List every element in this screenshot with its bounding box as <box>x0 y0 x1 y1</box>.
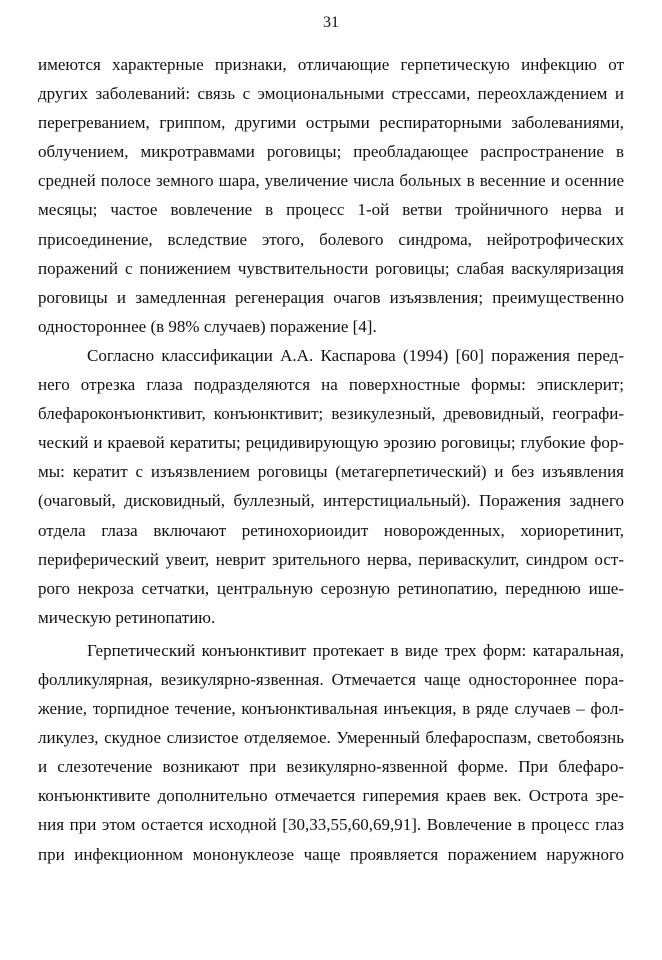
text-line: мы: кератит с изъязвлением роговицы (метагерпетический) и без изъявления <box>38 462 624 482</box>
text-line: средней полосе земного шара, увеличение числа больных в весенние и осенние <box>38 171 624 191</box>
paragraph-3 <box>38 636 624 869</box>
text-line: конъюнктивите дополнительно отмечается гиперемия краев век. Острота зре- <box>38 786 624 806</box>
paragraph-2 <box>38 341 624 632</box>
text-line: поражений с понижением чувствительности роговицы; слабая васкуляризация <box>38 258 624 278</box>
text-line: периферический увеит, неврит зрительного нерва, периваскулит, синдром ост- <box>38 549 624 569</box>
text-line: Согласно классификации А.А. Каспарова (1994) [60] поражения перед- <box>87 345 624 365</box>
text-line: блефароконъюнктивит, конъюнктивит; везикулезный, древовидный, географи- <box>38 404 624 424</box>
text-line: роговицы и замедленная регенерация очагов изъязвления; преимущественно <box>38 287 624 307</box>
text-line: других заболеваний: связь с эмоциональными стрессами, переохлаждением и <box>38 84 624 104</box>
text-line: присоединение, вследствие этого, болевого синдрома, нейротрофических <box>38 229 624 249</box>
text-line: при инфекционном мононуклеозе чаще проявляется поражением наружного <box>38 844 624 864</box>
text-line: облучением, микротравмами роговицы; преобладающее распространение в <box>38 142 624 162</box>
body-text <box>38 50 624 869</box>
paragraph-1 <box>38 50 624 341</box>
text-line: рого некроза сетчатки, центральную серозную ретинопатию, переднюю ише- <box>38 578 624 598</box>
text-line: жение, торпидное течение, конъюнктивальная инъекция, в ряде случаев – фол- <box>38 699 624 719</box>
text-line: и слезотечение возникают при везикулярно-язвенной форме. При блефаро- <box>38 757 624 777</box>
text-line: ния при этом остается исходной [30,33,55,60,69,91]. Вовлечение в процесс глаз <box>38 815 624 835</box>
text-line: отдела глаза включают ретинохориоидит новорожденных, хориоретинит, <box>38 520 624 540</box>
text-line: него отрезка глаза подразделяются на поверхностные формы: эписклерит; <box>38 375 624 395</box>
text-line: мическую ретинопатию. <box>38 607 216 627</box>
text-line: ческий и краевой кератиты; рецидивирующую эрозию роговицы; глубокие фор- <box>38 433 624 453</box>
text-line: перегреванием, гриппом, другими острыми респираторными заболеваниями, <box>38 113 624 133</box>
text-line: ликулез, скудное слизистое отделяемое. Умеренный блефароспазм, светобоязнь <box>38 728 624 748</box>
text-line: месяцы; частое вовлечение в процесс 1-ой ветви тройничного нерва и <box>38 200 624 220</box>
page-number: 31 <box>323 14 339 31</box>
text-line: имеются характерные признаки, отличающие герпетическую инфекцию от <box>38 55 624 74</box>
text-line: фолликулярная, везикулярно-язвенная. Отмечается чаще одностороннее пора- <box>38 669 624 689</box>
text-line: Герпетический конъюнктивит протекает в виде трех форм: катаральная, <box>87 640 624 660</box>
text-line: одностороннее (в 98% случаев) поражение [4]. <box>38 316 377 336</box>
text-line: (очаговый, дисковидный, буллезный, интерстициальный). Поражения заднего <box>38 491 624 511</box>
